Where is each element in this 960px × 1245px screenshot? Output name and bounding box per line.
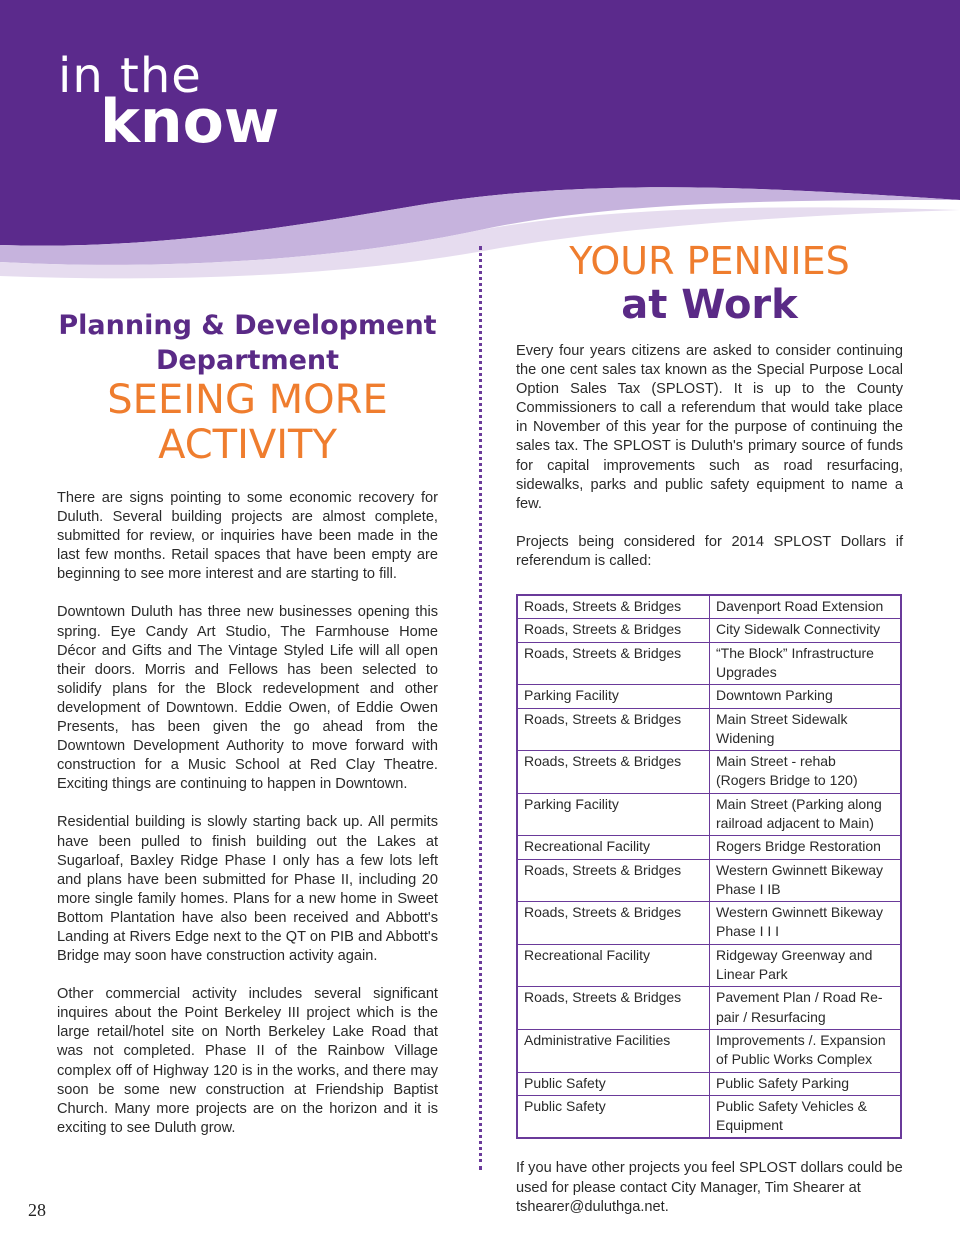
left-column (57, 308, 438, 1157)
banner-title-line2: know (100, 87, 280, 157)
right-column (516, 238, 903, 1217)
project-name: Main Street - rehab (Rogers Bridge to 120) (710, 751, 902, 794)
table-row (517, 987, 901, 1030)
project-name: Public Safety Vehicles & Equipment (710, 1095, 902, 1138)
table-row (517, 1095, 901, 1138)
project-category: Parking Facility (517, 793, 710, 836)
table-row (517, 859, 901, 902)
project-category: Parking Facility (517, 685, 710, 708)
project-name: City Sidewalk Connectivity (710, 619, 902, 642)
left-paragraph: Other commercial activity includes several significant inquires about the Point Berkeley III project which is the large retail/hotel site on North Berkeley Lake Road that was not completed. Phase II of the Rainbow Village complex off of Highway 120 is in the works, and there may soon be some new construction at Friendship Baptist Church. Many more projects are on the horizon and it is exciting to see Duluth grow. (57, 986, 438, 1136)
project-category: Roads, Streets & Bridges (517, 595, 710, 619)
left-heading-line1: Planning & Development (58, 310, 437, 341)
project-category: Public Safety (517, 1095, 710, 1138)
left-subheading-line2: ACTIVITY (158, 422, 337, 468)
project-category: Recreational Facility (517, 836, 710, 859)
table-row (517, 944, 901, 987)
table-row (517, 793, 901, 836)
banner-title-line1: in the (58, 48, 202, 104)
table-row (517, 1029, 901, 1072)
left-paragraph: Residential building is slowly starting back up. All permits have been pulled to finish building out the Lakes at Sugarloaf, Baxley Ridge Phase I only has a few lots left and plans have been submitted for Phase II, including 20 more single family homes. Plans for a new home in Sweet Bottom Plantation have also been received and Abbott's Landing at Rivers Edge next to the QT on PIB and Abbott's Bridge may soon have construction activity again. (57, 814, 438, 965)
project-name: Ridgeway Greenway and Linear Park (710, 944, 902, 987)
project-category: Roads, Streets & Bridges (517, 987, 710, 1030)
project-name: Davenport Road Extension (710, 595, 902, 619)
projects-table (516, 594, 902, 1139)
project-name: Rogers Bridge Restoration (710, 836, 902, 859)
project-category: Roads, Streets & Bridges (517, 902, 710, 945)
right-heading-line2: at Work (621, 282, 798, 328)
table-row (517, 902, 901, 945)
projects-intro: Projects being considered for 2014 SPLOST Dollars if referendum is called: (516, 533, 903, 569)
column-divider (479, 246, 482, 1170)
table-row (517, 1072, 901, 1095)
right-heading-line1: YOUR PENNIES (569, 239, 850, 283)
project-category: Roads, Streets & Bridges (517, 619, 710, 642)
table-row (517, 836, 901, 859)
project-name: Main Street (Parking along railroad adjacent to Main) (710, 793, 902, 836)
table-row (517, 751, 901, 794)
left-heading-line2: Department (155, 345, 340, 376)
project-name: Western Gwinnett Bikeway Phase I I I (710, 902, 902, 945)
project-name: Pavement Plan / Road Re- pair / Resurfacing (710, 987, 902, 1030)
project-name: Public Safety Parking (710, 1072, 902, 1095)
table-row (517, 708, 901, 751)
project-name: Western Gwinnett Bikeway Phase I IB (710, 859, 902, 902)
left-subheading-line1: SEEING MORE (107, 377, 388, 423)
project-name: Improvements /. Expansion of Public Works Complex (710, 1029, 902, 1072)
project-category: Roads, Streets & Bridges (517, 859, 710, 902)
left-paragraph: Downtown Duluth has three new businesses opening this spring. Eye Candy Art Studio, The Farmhouse Home Décor and Gifts and The Vintage Styled Life will all open their doors. Morris and Fellows has been selected to solidify plans for the Block redevelopment and other development of Downtown. Eddie Owen, of Eddie Owen Presents, has been given the go ahead from the Downtown Development Authority to move forward with construction for a Music School at Red Clay Theatre. Exciting things are continuing to happen in Downtown. (57, 604, 438, 793)
project-category: Administrative Facilities (517, 1029, 710, 1072)
contact-text: If you have other projects you feel SPLOST dollars could be used for please contact City Manager, Tim Shearer at tshearer@duluthga.net. (516, 1160, 903, 1215)
table-row (517, 595, 901, 619)
table-row (517, 642, 901, 685)
table-row (517, 685, 901, 708)
project-name: Main Street Sidewalk Widening (710, 708, 902, 751)
splost-intro: Every four years citizens are asked to consider continuing the one cent sales tax known as the Special Purpose Local Option Sales Tax (SPLOST). It is up to the County Commissioners to call a referendum that would take place in November of this year for the purpose of continuing the sales tax. The SPLOST is Duluth's primary source of funds for capital improvements such as road resurfacing, sidewalks, parks and public safety equipment to name a few. (516, 343, 903, 512)
project-category: Roads, Streets & Bridges (517, 642, 710, 685)
left-paragraph: There are signs pointing to some economic recovery for Duluth. Several building projects are almost complete, submitted for review, or inquiries have been made in the last few months. Retail spaces that have been empty are beginning to see more interest and are starting to fill. (57, 490, 438, 583)
page-number: 28 (28, 1200, 46, 1220)
project-category: Roads, Streets & Bridges (517, 708, 710, 751)
project-category: Recreational Facility (517, 944, 710, 987)
project-category: Public Safety (517, 1072, 710, 1095)
project-name: “The Block” Infrastructure Upgrades (710, 642, 902, 685)
project-name: Downtown Parking (710, 685, 902, 708)
table-row (517, 619, 901, 642)
project-category: Roads, Streets & Bridges (517, 751, 710, 794)
